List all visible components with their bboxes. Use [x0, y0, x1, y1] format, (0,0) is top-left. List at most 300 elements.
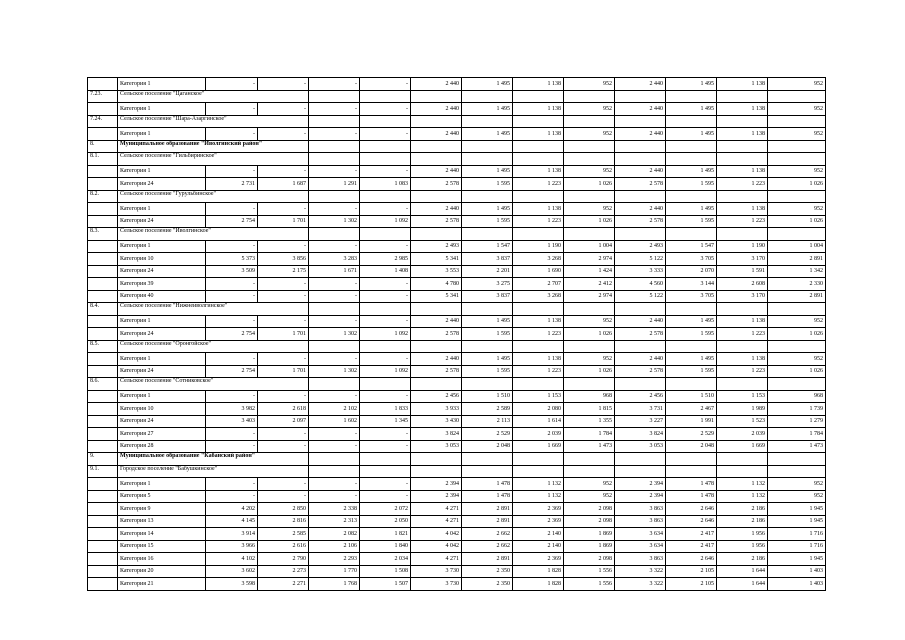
empty-cell [615, 190, 666, 203]
value-cell: 3 227 [615, 415, 666, 428]
section-title: Муниципальное образование "Кабанский район" [118, 453, 309, 466]
value-cell: 3 283 [309, 253, 360, 266]
subsection-number: 8.5. [88, 340, 118, 353]
value-cell: 1 556 [564, 565, 615, 578]
subsection-number: 8.3. [88, 228, 118, 241]
value-cell: 2 578 [615, 215, 666, 228]
subsection-title: Сельское поселение "Гурульбинское" [118, 190, 309, 203]
value-cell: 2 974 [564, 253, 615, 266]
value-cell: 2 440 [411, 353, 462, 366]
value-cell: 3 322 [615, 565, 666, 578]
empty-cell [462, 90, 513, 103]
value-cell: 1 138 [513, 103, 564, 116]
value-cell: 2 350 [462, 578, 513, 591]
value-cell: 2 754 [206, 365, 258, 378]
value-cell: 1 026 [768, 178, 826, 191]
empty-cell [309, 453, 360, 466]
value-cell: 1 595 [462, 328, 513, 341]
value-cell: 1 153 [717, 390, 768, 403]
value-cell: - [309, 290, 360, 303]
value-cell: 2 578 [411, 215, 462, 228]
value-cell: 3 914 [206, 528, 258, 541]
value-cell: 3 602 [206, 565, 258, 578]
value-cell: 3 268 [513, 290, 564, 303]
value-cell: 1 716 [768, 540, 826, 553]
table-body [88, 78, 826, 591]
value-cell: 2 338 [309, 503, 360, 516]
row-number-cell [88, 165, 118, 178]
row-number-cell [88, 528, 118, 541]
category-cell: Категория 40 [118, 290, 206, 303]
table-row [88, 165, 826, 178]
value-cell: 2 394 [615, 490, 666, 503]
subsection-title: Сельское поселение "Нижнеиволгинское" [118, 303, 309, 316]
value-cell: 2 273 [258, 565, 309, 578]
value-cell: 1 508 [360, 565, 411, 578]
value-cell: 2 608 [717, 278, 768, 291]
table-row [88, 203, 826, 216]
value-cell: 3 634 [615, 540, 666, 553]
empty-cell [564, 303, 615, 316]
row-number-cell [88, 540, 118, 553]
value-cell: - [309, 428, 360, 441]
value-cell: 1 026 [768, 365, 826, 378]
value-cell: - [206, 290, 258, 303]
value-cell: 2 098 [564, 553, 615, 566]
value-cell: - [258, 478, 309, 491]
value-cell: 2 440 [615, 78, 666, 91]
row-number-cell [88, 390, 118, 403]
value-cell: 968 [564, 390, 615, 403]
value-cell: 3 863 [615, 503, 666, 516]
empty-cell [666, 340, 717, 353]
value-cell: 952 [768, 128, 826, 141]
value-cell: - [258, 390, 309, 403]
subsection-title: Сельское поселение "Цаганское" [118, 90, 309, 103]
value-cell: - [206, 278, 258, 291]
empty-cell [411, 303, 462, 316]
value-cell: 2 070 [666, 265, 717, 278]
empty-cell [564, 453, 615, 466]
value-cell: - [309, 103, 360, 116]
value-cell: 3 982 [206, 403, 258, 416]
value-cell: 1 595 [666, 215, 717, 228]
category-cell: Категория 10 [118, 403, 206, 416]
category-cell: Категория 24 [118, 365, 206, 378]
value-cell: 1 991 [666, 415, 717, 428]
table-row [88, 328, 826, 341]
subsection-row [88, 228, 826, 241]
value-cell: 2 985 [360, 253, 411, 266]
subsection-number: 9.1. [88, 465, 118, 478]
value-cell: - [360, 165, 411, 178]
value-cell: - [309, 240, 360, 253]
value-cell: 1 556 [564, 578, 615, 591]
table-row [88, 503, 826, 516]
category-cell: Категория 24 [118, 178, 206, 191]
value-cell: 2 578 [615, 328, 666, 341]
empty-cell [666, 153, 717, 166]
value-cell: 1 690 [513, 265, 564, 278]
value-cell: 1 945 [768, 503, 826, 516]
value-cell: 2 440 [615, 203, 666, 216]
value-cell: 1 669 [717, 440, 768, 453]
value-cell: 1 026 [564, 365, 615, 378]
value-cell: - [309, 440, 360, 453]
value-cell: 1 132 [717, 490, 768, 503]
value-cell: 1 026 [768, 328, 826, 341]
empty-cell [615, 140, 666, 153]
value-cell: - [206, 478, 258, 491]
value-cell: 2 097 [258, 415, 309, 428]
value-cell: 1 403 [768, 565, 826, 578]
value-cell: 952 [564, 315, 615, 328]
value-cell: 1 815 [564, 403, 615, 416]
empty-cell [411, 115, 462, 128]
row-number-cell [88, 215, 118, 228]
value-cell: 2 186 [717, 515, 768, 528]
value-cell: 2 440 [615, 353, 666, 366]
empty-cell [564, 228, 615, 241]
category-cell: Категория 1 [118, 240, 206, 253]
table-row [88, 428, 826, 441]
value-cell: 2 417 [666, 540, 717, 553]
empty-cell [360, 453, 411, 466]
row-number-cell [88, 553, 118, 566]
category-cell: Категория 1 [118, 390, 206, 403]
empty-cell [360, 303, 411, 316]
value-cell: 3 053 [411, 440, 462, 453]
row-number-cell [88, 240, 118, 253]
value-cell: - [258, 240, 309, 253]
row-number-cell [88, 503, 118, 516]
row-number-cell [88, 515, 118, 528]
subsection-number: 8.4. [88, 303, 118, 316]
value-cell: 2 891 [768, 253, 826, 266]
row-number-cell [88, 290, 118, 303]
value-cell: 2 891 [768, 290, 826, 303]
empty-cell [462, 140, 513, 153]
empty-cell [717, 340, 768, 353]
value-cell: - [360, 278, 411, 291]
value-cell: 952 [564, 128, 615, 141]
table-row [88, 353, 826, 366]
value-cell: - [360, 128, 411, 141]
value-cell: - [258, 440, 309, 453]
value-cell: 3 837 [462, 290, 513, 303]
category-cell: Категория 15 [118, 540, 206, 553]
value-cell: 1 132 [513, 478, 564, 491]
value-cell: - [309, 490, 360, 503]
value-cell: 952 [564, 478, 615, 491]
section-number: 8. [88, 140, 118, 153]
value-cell: 2 102 [309, 403, 360, 416]
value-cell: 1 945 [768, 553, 826, 566]
empty-cell [360, 153, 411, 166]
value-cell: 1 223 [513, 365, 564, 378]
value-cell: 2 578 [411, 365, 462, 378]
table-row [88, 278, 826, 291]
value-cell: 2 731 [206, 178, 258, 191]
empty-cell [615, 453, 666, 466]
category-cell: Категория 1 [118, 203, 206, 216]
subsection-title: Сельское поселение "Иволгинское" [118, 228, 309, 241]
row-number-cell [88, 178, 118, 191]
value-cell: 2 529 [666, 428, 717, 441]
row-number-cell [88, 128, 118, 141]
row-number-cell [88, 440, 118, 453]
value-cell: 3 275 [462, 278, 513, 291]
empty-cell [564, 378, 615, 391]
value-cell: 2 082 [309, 528, 360, 541]
value-cell: 1 026 [768, 215, 826, 228]
category-cell: Категория 28 [118, 440, 206, 453]
empty-cell [615, 228, 666, 241]
value-cell: 1 547 [666, 240, 717, 253]
value-cell: - [206, 78, 258, 91]
empty-cell [717, 228, 768, 241]
value-cell: 1 279 [768, 415, 826, 428]
value-cell: 2 493 [615, 240, 666, 253]
value-cell: 3 966 [206, 540, 258, 553]
value-cell: 2 646 [666, 515, 717, 528]
value-cell: 3 053 [615, 440, 666, 453]
value-cell: 3 856 [258, 253, 309, 266]
empty-cell [768, 115, 826, 128]
value-cell: 2 175 [258, 265, 309, 278]
value-cell: 1 138 [513, 128, 564, 141]
value-cell: 3 170 [717, 290, 768, 303]
value-cell: 3 863 [615, 515, 666, 528]
value-cell: 2 034 [360, 553, 411, 566]
value-cell: - [206, 353, 258, 366]
empty-cell [462, 465, 513, 478]
row-number-cell [88, 478, 118, 491]
empty-cell [768, 340, 826, 353]
value-cell: 1 004 [564, 240, 615, 253]
category-cell: Категория 24 [118, 328, 206, 341]
table-row [88, 178, 826, 191]
value-cell: 1 495 [462, 103, 513, 116]
empty-cell [564, 115, 615, 128]
table-row [88, 403, 826, 416]
value-cell: 1 138 [513, 203, 564, 216]
value-cell: - [258, 315, 309, 328]
row-number-cell [88, 103, 118, 116]
value-cell: 2 105 [666, 578, 717, 591]
value-cell: - [360, 440, 411, 453]
value-cell: 1 026 [564, 328, 615, 341]
value-cell: 2 039 [717, 428, 768, 441]
empty-cell [768, 453, 826, 466]
empty-cell [615, 115, 666, 128]
value-cell: 1 784 [768, 428, 826, 441]
subsection-row [88, 115, 826, 128]
empty-cell [360, 340, 411, 353]
value-cell: 1 302 [309, 328, 360, 341]
value-cell: - [258, 165, 309, 178]
row-number-cell [88, 253, 118, 266]
value-cell: 1 591 [717, 265, 768, 278]
value-cell: 2 080 [513, 403, 564, 416]
value-cell: 3 268 [513, 253, 564, 266]
value-cell: 2 589 [462, 403, 513, 416]
table-row [88, 415, 826, 428]
value-cell: 2 662 [462, 528, 513, 541]
empty-cell [309, 303, 360, 316]
value-cell: - [206, 240, 258, 253]
value-cell: - [360, 428, 411, 441]
value-cell: 1 507 [360, 578, 411, 591]
value-cell: 1 495 [666, 315, 717, 328]
value-cell: 1 495 [666, 128, 717, 141]
row-number-cell [88, 278, 118, 291]
value-cell: 3 705 [666, 290, 717, 303]
value-cell: 1 026 [564, 215, 615, 228]
value-cell: 2 350 [462, 565, 513, 578]
row-number-cell [88, 328, 118, 341]
value-cell: 2 440 [615, 315, 666, 328]
value-cell: 1 403 [768, 578, 826, 591]
value-cell: 2 891 [462, 515, 513, 528]
value-cell: 4 042 [411, 528, 462, 541]
value-cell: 952 [768, 203, 826, 216]
value-cell: 2 707 [513, 278, 564, 291]
value-cell: 1 291 [309, 178, 360, 191]
table-row [88, 578, 826, 591]
empty-cell [462, 228, 513, 241]
subsection-row [88, 340, 826, 353]
value-cell: 3 430 [411, 415, 462, 428]
value-cell: 1 495 [666, 78, 717, 91]
value-cell: 5 122 [615, 290, 666, 303]
empty-cell [411, 340, 462, 353]
value-cell: 1 770 [309, 565, 360, 578]
empty-cell [513, 340, 564, 353]
value-cell: 3 170 [717, 253, 768, 266]
empty-cell [615, 378, 666, 391]
value-cell: 2 072 [360, 503, 411, 516]
value-cell: 2 578 [411, 178, 462, 191]
value-cell: 1 956 [717, 528, 768, 541]
category-cell: Категория 21 [118, 578, 206, 591]
empty-cell [666, 453, 717, 466]
table-row [88, 490, 826, 503]
empty-cell [564, 190, 615, 203]
value-cell: 2 578 [615, 178, 666, 191]
empty-cell [309, 115, 360, 128]
table-row [88, 565, 826, 578]
section-number: 9. [88, 453, 118, 466]
value-cell: 2 440 [615, 128, 666, 141]
empty-cell [768, 303, 826, 316]
empty-cell [615, 153, 666, 166]
value-cell: 968 [768, 390, 826, 403]
value-cell: 1 510 [666, 390, 717, 403]
value-cell: 1 828 [513, 565, 564, 578]
value-cell: 1 602 [309, 415, 360, 428]
category-cell: Категория 20 [118, 565, 206, 578]
value-cell: 2 048 [666, 440, 717, 453]
value-cell: 2 440 [411, 203, 462, 216]
value-cell: 1 223 [717, 215, 768, 228]
row-number-cell [88, 353, 118, 366]
value-cell: 2 369 [513, 503, 564, 516]
empty-cell [513, 228, 564, 241]
table-row [88, 528, 826, 541]
value-cell: - [360, 240, 411, 253]
value-cell: 1 495 [462, 78, 513, 91]
value-cell: 1 478 [666, 478, 717, 491]
empty-cell [513, 378, 564, 391]
row-number-cell [88, 428, 118, 441]
value-cell: - [360, 353, 411, 366]
value-cell: - [258, 353, 309, 366]
table-row [88, 290, 826, 303]
table-row [88, 365, 826, 378]
value-cell: 3 322 [615, 578, 666, 591]
value-cell: 2 850 [258, 503, 309, 516]
value-cell: 1 223 [717, 365, 768, 378]
value-cell: 3 863 [615, 553, 666, 566]
empty-cell [411, 90, 462, 103]
value-cell: - [360, 203, 411, 216]
value-cell: 2 456 [411, 390, 462, 403]
value-cell: 1 223 [717, 328, 768, 341]
value-cell: 1 223 [513, 215, 564, 228]
value-cell: 952 [564, 490, 615, 503]
row-number-cell [88, 265, 118, 278]
value-cell: 1 223 [513, 328, 564, 341]
value-cell: 2 440 [411, 78, 462, 91]
value-cell: 1 408 [360, 265, 411, 278]
value-cell: 1 869 [564, 528, 615, 541]
value-cell: 1 223 [717, 178, 768, 191]
value-cell: 1 956 [717, 540, 768, 553]
row-number-cell [88, 403, 118, 416]
value-cell: 2 293 [309, 553, 360, 566]
row-number-cell [88, 365, 118, 378]
value-cell: - [360, 315, 411, 328]
empty-cell [666, 140, 717, 153]
value-cell: 2 646 [666, 503, 717, 516]
subsection-title: Сельское поселение "Шара-Азаргинское" [118, 115, 309, 128]
value-cell: 1 092 [360, 365, 411, 378]
table-row [88, 553, 826, 566]
value-cell: 2 369 [513, 553, 564, 566]
value-cell: 2 891 [462, 503, 513, 516]
empty-cell [717, 453, 768, 466]
value-cell: 3 598 [206, 578, 258, 591]
value-cell: 1 153 [513, 390, 564, 403]
empty-cell [615, 465, 666, 478]
value-cell: 1 190 [513, 240, 564, 253]
value-cell: 2 440 [615, 103, 666, 116]
empty-cell [360, 228, 411, 241]
value-cell: 3 144 [666, 278, 717, 291]
table-row [88, 240, 826, 253]
value-cell: 1 138 [717, 315, 768, 328]
value-cell: 3 933 [411, 403, 462, 416]
value-cell: 2 440 [411, 165, 462, 178]
value-cell: - [206, 490, 258, 503]
value-cell: 1 701 [258, 328, 309, 341]
value-cell: 952 [564, 78, 615, 91]
empty-cell [360, 378, 411, 391]
value-cell: 4 145 [206, 515, 258, 528]
value-cell: 2 098 [564, 515, 615, 528]
value-cell: - [360, 390, 411, 403]
